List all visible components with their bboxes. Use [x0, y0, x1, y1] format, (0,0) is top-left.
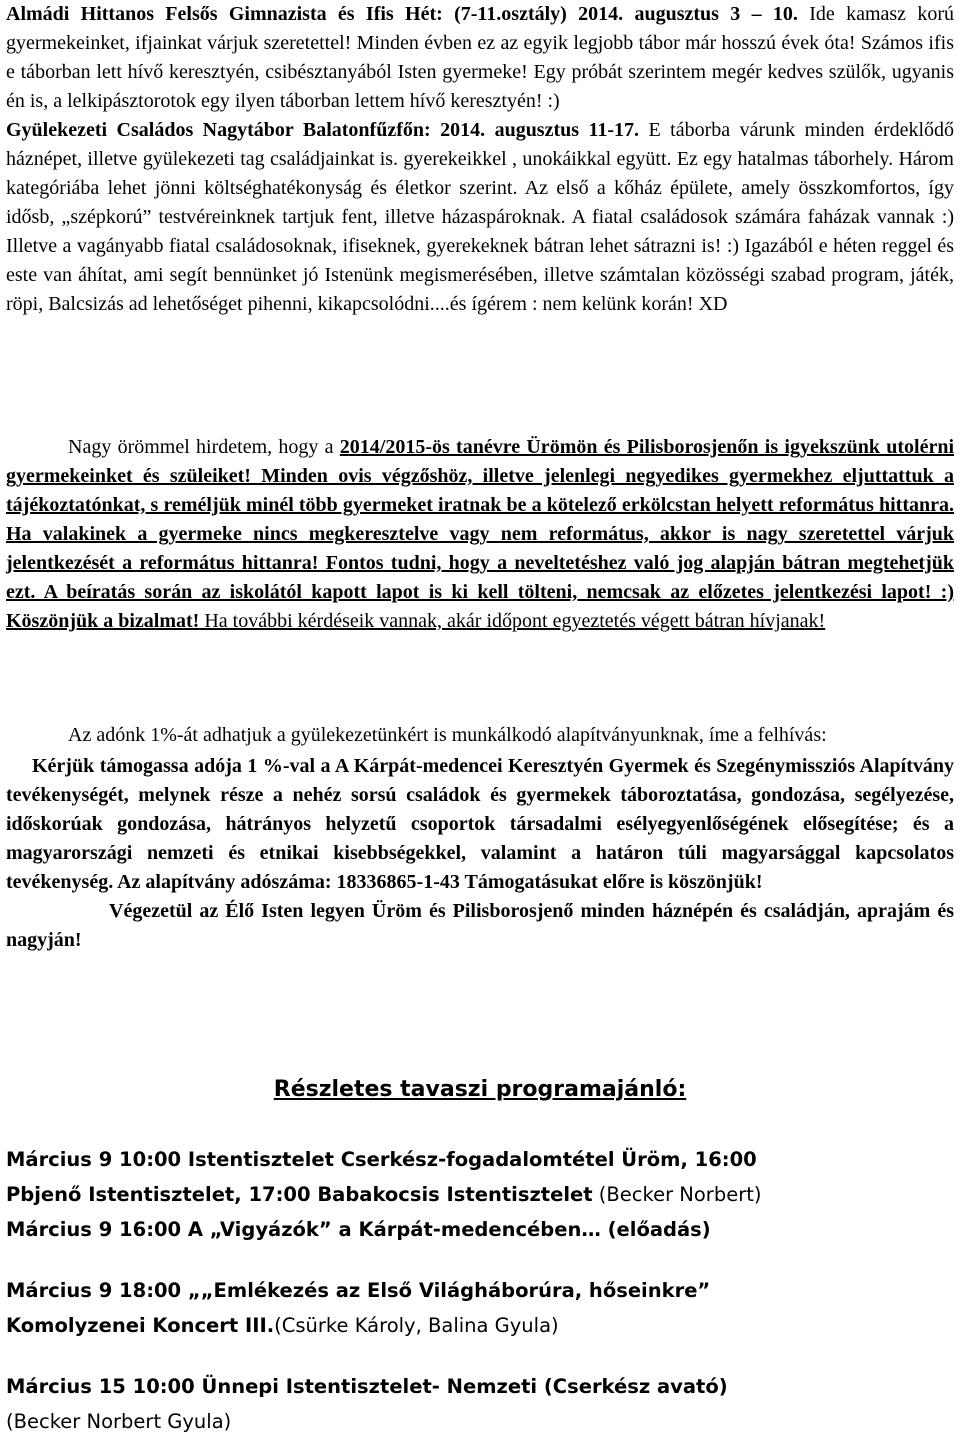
camp-heading-ifis: Almádi Hittanos Felsős Gimnazista és Ifis Hét: (7-11.osztály) 2014. augusztus 3 – 10. — [6, 3, 798, 25]
program-item-person: (Becker Norbert Gyula) — [6, 1410, 232, 1433]
camp-text-family: E táborba várunk minden érdeklődő háznépet, illetve gyülekezeti tag családjainkat is. gyerekeikkel , unokáikkal együtt. Ez egy hatalmas táborhely. Három kategóriába lehet jönni költséghatékonyság és életkor szerint. Az első a kőház épülete, amely összkomfortos, így idősb, „szépkorú” testvéreinknek tartjuk fent, illetve házaspároknak. A fiatal családosok számára faházak vannak :) Illetve a vagányabb fiatal családosoknak, ifiseknek, gyerekeknek bátran lehet sátrazni is! :) Igazából e héten reggel és este van áhítat, ami segít bennünket jó Istenünk megismerésében, illetve számtalan közösségi szabad program, játék, röpi, Balcsizás ad lehetőséget pihenni, kikapcsolódni....és ígérem : nem kelünk korán! XD — [6, 119, 954, 315]
program-item: Március 9 10:00 Istentisztelet Cserkész-fogadalomtétel Üröm, 16:00 — [6, 1148, 757, 1171]
program-item-bold: Komolyzenei Koncert III. — [6, 1314, 275, 1337]
religious-education-section — [6, 433, 954, 636]
tax-section — [6, 721, 954, 955]
program-item-person: (Csürke Károly, Balina Gyula) — [274, 1314, 559, 1337]
program-item-bold: Pbjenő Istentisztelet, 17:00 Babakocsis Istentisztelet — [6, 1183, 593, 1206]
blessing: Végezetül az Élő Isten legyen Üröm és Pilisborosjenő minden háznépén és családján, aprajám és nagyján! — [6, 900, 954, 951]
program-item: Március 15 10:00 Ünnepi Istentisztelet- Nemzeti (Cserkész avató) — [6, 1375, 728, 1398]
announcement-bold: 2014/2015-ös tanévre Ürömön és Pilisborosjenőn is igyekszünk utolérni gyermekeinket és szüleiket! Minden ovis végzőshöz, illetve jelenlegi negyedikes gyermekhez eljuttattuk a tájékoztatónkat, s reméljük minél több gyermeket iratnak be a kötelező erkölcstan helyett református hittanra. Ha valakinek a gyermeke nincs megkeresztelve vagy nem református, akkor is nagy szeretettel várjuk jelentkezését a református hittanra! Fontos tudni, hogy a neveltetéshez való jog alapján bátran megtehetjük ezt. A beíratás során az iskolától kapott lapot is ki kell tölteni, nemcsak az előzetes jelentkezési lapot! :) Köszönjük a bizalmat! — [6, 436, 955, 632]
announcement-intro: Nagy örömmel hirdetem, hogy a — [68, 436, 340, 458]
program-item-person: (Becker Norbert) — [592, 1183, 762, 1206]
camp-text-ifis: Ide kamasz korú gyermekeinket, ifjainkat várjuk szeretettel! Minden évben ez az egyik legjobb tábor már hosszú évek óta! Számos ifis e táborban lett hívő keresztyén, csibésztanyából Isten gyermeke! Egy próbát szerintem megér kedves szülők, ugyanis én is, a lelkipásztorotok egy ilyen táborban lettem hívő keresztyén! :) — [6, 3, 955, 112]
announcement-tail: Ha további kérdéseik vannak, akár időpont egyeztetés végett bátran hívjanak! — [199, 610, 826, 632]
spacer — [6, 1343, 956, 1369]
program-item — [6, 1177, 956, 1212]
program-title: Részletes tavaszi programajánló: — [273, 1077, 687, 1102]
spacer — [6, 1247, 956, 1273]
program-item — [6, 1308, 956, 1343]
tax-intro: Az adónk 1%-át adhatjuk a gyülekezetünkért is munkálkodó alapítványunknak, íme a felhívás: — [68, 724, 827, 746]
program-list — [6, 1142, 956, 1439]
program-item: Március 9 18:00 „„Emlékezés az Első Világháborúra, hőseinkre” — [6, 1279, 711, 1302]
program-item: Március 9 16:00 A „Vigyázók” a Kárpát-medencében… (előadás) — [6, 1218, 711, 1241]
camps-section — [6, 0, 954, 319]
tax-appeal: Kérjük támogassa adója 1 %-val a A Kárpát-medencei Keresztyén Gyermek és Szegénymissziós Alapítvány tevékenységét, melynek része a nehéz sorsú családok és gyermekek táboroztatása, gondozása, segélyezése, időskorúak gondozása, hátrányos helyzetű csoportok társadalmi esélyegyenlőségének elősegítése; és a magyarországi nemzeti és etnikai kisebbségekkel, valamint a határon túli magyarsággal kapcsolatos tevékenység. Az alapítvány adószáma: 18336865-1-43 Támogatásukat előre is köszönjük! — [6, 755, 954, 893]
camp-heading-family: Gyülekezeti Családos Nagytábor Balatonfűzfőn: 2014. augusztus 11-17. — [6, 119, 640, 141]
